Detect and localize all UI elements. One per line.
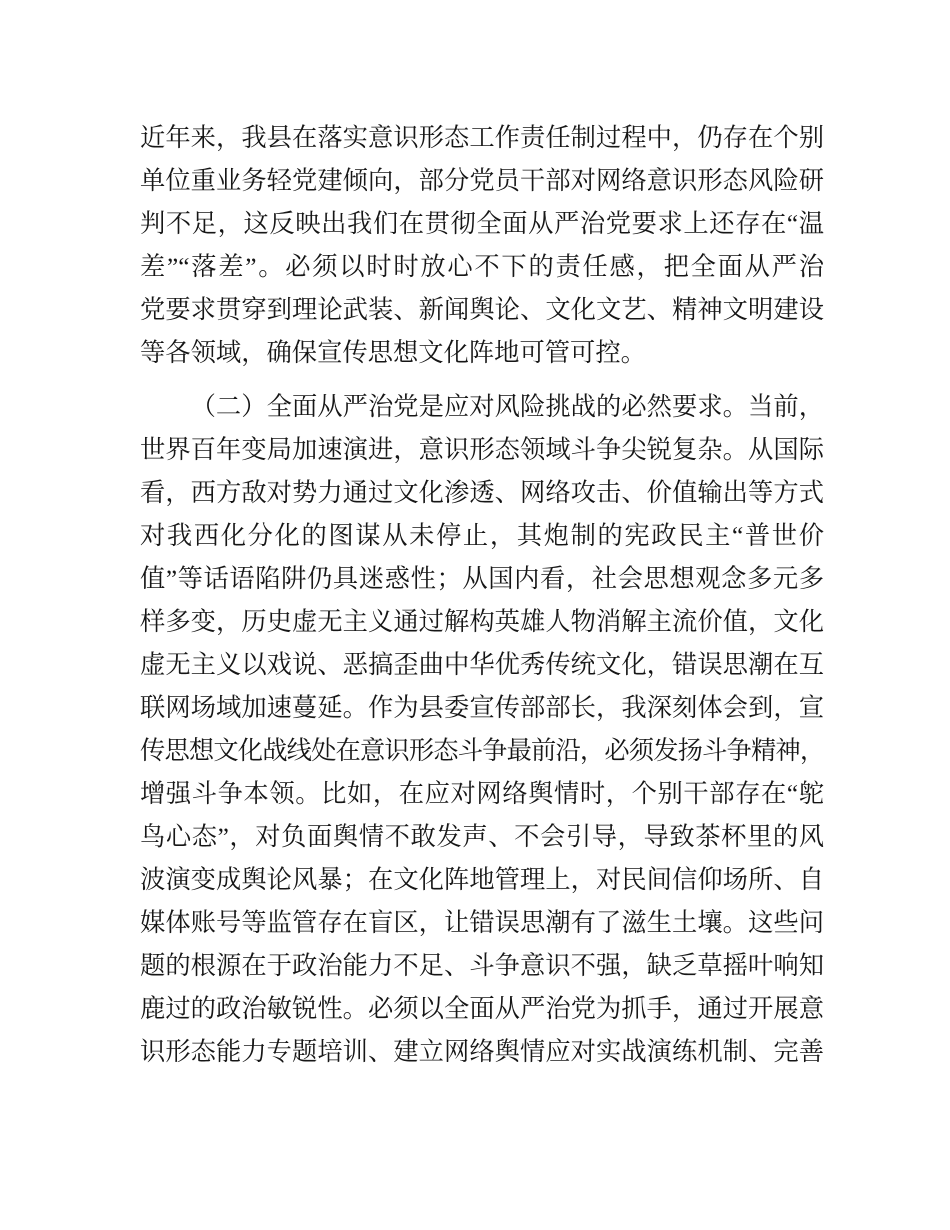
text-line: 波演变成舆论风暴；在文化阵地管理上，对民间信仰场所、自 — [140, 866, 824, 894]
text-line: 鹿过的政治敏锐性。必须以全面从严治党为抓手，通过开展意 — [140, 995, 824, 1023]
text-line: 鸟心态”，对负面舆情不敢发声、不会引导，导致茶杯里的风 — [140, 823, 824, 851]
text-line: 传思想文化战线处在意识形态斗争最前沿，必须发扬斗争精神， — [140, 737, 825, 765]
text-line: 单位重业务轻党建倾向，部分党员干部对网络意识形态风险研 — [140, 167, 824, 195]
text-line: 判不足，这反映出我们在贯彻全面从严治党要求上还存在“温 — [140, 210, 824, 238]
text-line: 联网场域加速蔓延。作为县委宣传部部长，我深刻体会到，宣 — [140, 694, 824, 722]
text-line: 题的根源在于政治能力不足、斗争意识不强，缺乏草摇叶响知 — [140, 952, 824, 980]
text-line: 识形态能力专题培训、建立网络舆情应对实战演练机制、完善 — [140, 1038, 824, 1066]
text-line: 等各领域，确保宣传思想文化阵地可管可控。 — [140, 339, 646, 367]
text-line: 媒体账号等监管存在盲区，让错误思潮有了滋生土壤。这些问 — [140, 909, 824, 937]
text-line: 增强斗争本领。比如，在应对网络舆情时，个别干部存在“鸵 — [140, 780, 824, 808]
text-line: 差”“落差”。必须以时时放心不下的责任感，把全面从严治 — [140, 253, 824, 281]
text-line: 虚无主义以戏说、恶搞歪曲中华优秀传统文化，错误思潮在互 — [140, 651, 824, 679]
text-line: 样多变，历史虚无主义通过解构英雄人物消解主流价值，文化 — [140, 608, 824, 636]
text-line: 近年来，我县在落实意识形态工作责任制过程中，仍存在个别 — [140, 124, 824, 152]
text-line: （二）全面从严治党是应对风险挑战的必然要求。当前， — [190, 393, 824, 421]
text-line: 看，西方敌对势力通过文化渗透、网络攻击、价值输出等方式 — [140, 479, 824, 507]
text-line: 对我西化分化的图谋从未停止，其炮制的宪政民主“普世价 — [140, 522, 824, 550]
paragraph — [140, 117, 824, 375]
text-line: 值”等话语陷阱仍具迷惑性；从国内看，社会思想观念多元多 — [140, 565, 824, 593]
paragraph — [140, 386, 824, 1074]
document-body — [140, 117, 824, 1074]
text-line: 党要求贯穿到理论武装、新闻舆论、文化文艺、精神文明建设 — [140, 296, 824, 324]
text-line: 世界百年变局加速演进，意识形态领域斗争尖锐复杂。从国际 — [140, 436, 824, 464]
